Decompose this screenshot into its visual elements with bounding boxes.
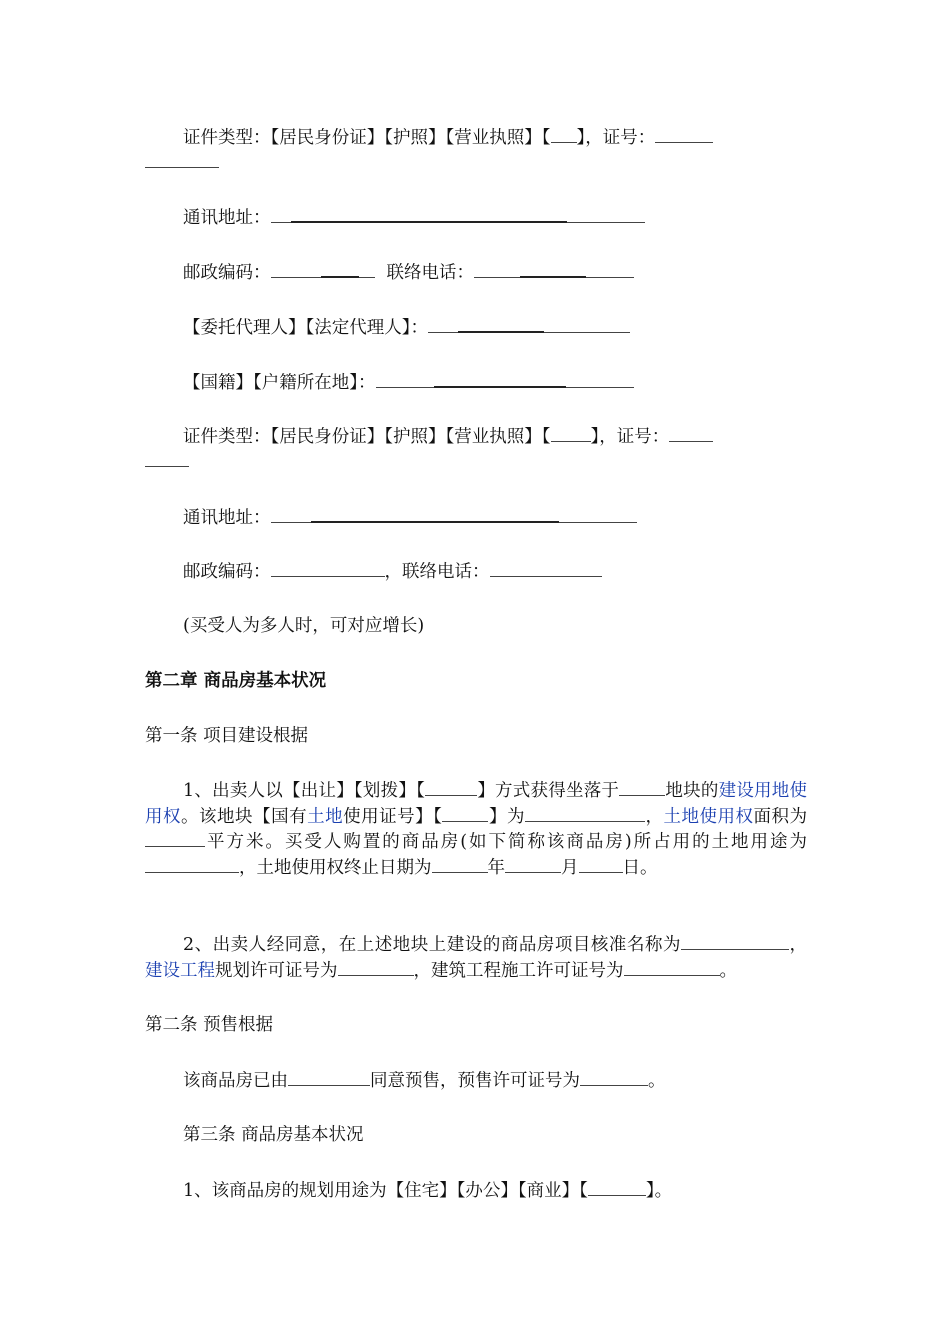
id-number-blank-cont[interactable] (145, 150, 219, 168)
art3-usage-other-blank[interactable] (588, 1178, 646, 1196)
chapter-title (145, 669, 810, 693)
p2-project-name-blank[interactable] (681, 932, 777, 950)
p1-text-j: ，土地使用权终止日期为 (239, 857, 432, 878)
chapter-title-text: 第二章 商品房基本状况 (145, 671, 327, 691)
agent-line (183, 314, 810, 340)
id-number-continuation (145, 150, 810, 175)
p2-text-e: 。 (719, 960, 737, 981)
p2-construction-permit-blank[interactable] (624, 958, 720, 976)
agent-address-blank-b[interactable] (311, 504, 559, 523)
p1-text-h: 面积为 (753, 806, 808, 827)
agent-id-type-line (183, 424, 810, 449)
p1-text-c: 地块的 (665, 781, 719, 801)
id-type-line (183, 125, 810, 150)
agent-id-number-blank-cont[interactable] (145, 449, 189, 467)
p2-text-b: ， (788, 935, 807, 955)
article3-title-text: 第三条 商品房基本状况 (183, 1125, 364, 1145)
agent-id-type-label: 证件类型： (183, 427, 271, 447)
p2-planning-permit-blank[interactable] (338, 958, 414, 976)
art3-text-a: 1、该商品房的规划用途为【住宅】【办公】【商业】【 (183, 1181, 588, 1201)
art2-text-c: 。 (648, 1071, 666, 1091)
p1-area-blank[interactable] (145, 829, 205, 847)
article1-paragraph1 (145, 778, 807, 880)
nationality-line (183, 369, 810, 395)
address-blank-a[interactable] (271, 205, 291, 223)
agent-label: 【委托代理人】【法定代理人】： (183, 318, 428, 338)
id-other-blank[interactable] (551, 125, 577, 143)
p1-text-a: 1、出卖人以【出让】【划拨】【 (183, 781, 426, 801)
link-construction-project[interactable]: 建设工程 (145, 960, 215, 981)
p1-land-use-blank[interactable] (145, 855, 239, 873)
p1-text-b: 】方式获得坐落于 (477, 781, 620, 801)
p2-text-a: 2、出卖人经同意，在上述地块上建设的商品房项目核准名称为 (183, 935, 681, 955)
art3-text-b: 】。 (645, 1181, 673, 1201)
p1-text-d: 。该地块【国有 (181, 806, 308, 827)
address-label: 通讯地址： (183, 208, 271, 228)
agent-blank-a[interactable] (428, 315, 458, 333)
note-line (183, 614, 810, 638)
agent-id-number-blank[interactable] (669, 424, 713, 442)
article2-title-text: 第二条 预售根据 (145, 1015, 274, 1035)
nationality-blank-a[interactable] (376, 370, 434, 388)
agent-id-number-label: 】，证号： (590, 427, 670, 447)
p1-text-g: ， (644, 806, 664, 827)
link-land-use-right[interactable]: 土地使用权 (663, 806, 754, 827)
agent-phone-blank[interactable] (490, 559, 602, 577)
p1-location-blank[interactable] (619, 778, 665, 796)
nationality-blank-c[interactable] (566, 370, 634, 388)
id-number-label: 】，证号： (576, 128, 656, 148)
article1-title (145, 724, 810, 748)
phone-blank-a[interactable] (474, 260, 520, 278)
address-blank-c[interactable] (567, 205, 645, 223)
article2-title (145, 1013, 810, 1037)
address-blank-b[interactable] (291, 204, 567, 223)
p1-day-blank[interactable] (579, 855, 623, 873)
article2-paragraph (183, 1068, 810, 1093)
p1-certificate-number-blank[interactable] (525, 804, 645, 822)
id-type-label: 证件类型： (183, 128, 271, 148)
agent-phone-label: ，联络电话： (384, 562, 490, 582)
agent-address-line (183, 504, 810, 530)
nationality-label: 【国籍】【户籍所在地】： (183, 373, 376, 393)
p1-text-i: 平方米。买受人购置的商品房(如下简称该商品房)所占用的土地用途为 (205, 832, 807, 852)
postcode-line (183, 259, 810, 285)
agent-id-options: 【居民身份证】【护照】【营业执照】【 (270, 427, 551, 447)
address-line (183, 204, 810, 230)
p1-day-label: 日。 (622, 857, 658, 878)
article1-paragraph2 (145, 932, 807, 983)
id-options: 【居民身份证】【护照】【营业执照】【 (270, 128, 551, 148)
p1-month-blank[interactable] (505, 855, 561, 873)
postcode-label: 邮政编码： (183, 263, 271, 283)
phone-blank-c[interactable] (586, 260, 634, 278)
id-number-blank[interactable] (655, 125, 713, 143)
agent-postcode-label: 邮政编码： (183, 562, 271, 582)
postcode-blank-b[interactable] (321, 259, 359, 278)
agent-id-number-continuation (145, 449, 810, 474)
agent-postcode-blank[interactable] (271, 559, 385, 577)
article3-paragraph1 (183, 1178, 810, 1203)
postcode-blank-c[interactable] (359, 260, 375, 278)
art2-presale-permit-blank[interactable] (580, 1068, 648, 1086)
agent-address-label: 通讯地址： (183, 508, 271, 528)
article3-title (183, 1123, 810, 1147)
link-land[interactable]: 土地 (307, 806, 344, 827)
p1-year-label: 年 (487, 857, 505, 878)
p1-method-blank[interactable] (425, 778, 477, 796)
postcode-blank-a[interactable] (271, 260, 321, 278)
article1-title-text: 第一条 项目建设根据 (145, 726, 309, 746)
p1-text-e: 使用证号】【 (343, 806, 443, 827)
note-text: (买受人为多人时，可对应增长) (183, 616, 425, 636)
nationality-blank-b[interactable] (434, 369, 566, 388)
p1-month-label: 月 (561, 857, 579, 878)
p2-text-d: ，建筑工程施工许可证号为 (413, 960, 624, 981)
p1-certificate-blank[interactable] (442, 804, 488, 822)
phone-label: 联络电话： (386, 263, 474, 283)
p1-text-f: 】为 (488, 806, 525, 827)
art2-text-b: 同意预售，预售许可证号为 (370, 1071, 580, 1091)
agent-address-blank-a[interactable] (271, 505, 311, 523)
art2-text-a: 该商品房已由 (183, 1071, 288, 1091)
art2-approver-blank[interactable] (288, 1068, 370, 1086)
agent-blank-b[interactable] (458, 314, 544, 333)
link-construction-land-use-right[interactable]: 建设用地使用权 (145, 781, 808, 827)
p1-year-blank[interactable] (432, 855, 488, 873)
phone-blank-b[interactable] (520, 259, 586, 278)
agent-postcode-line (183, 559, 810, 584)
agent-id-other-blank[interactable] (551, 424, 591, 442)
agent-blank-c[interactable] (544, 315, 630, 333)
p2-text-c: 规划许可证号为 (215, 960, 338, 981)
p2-project-name-blank-cont[interactable] (777, 932, 789, 950)
agent-address-blank-c[interactable] (559, 505, 637, 523)
